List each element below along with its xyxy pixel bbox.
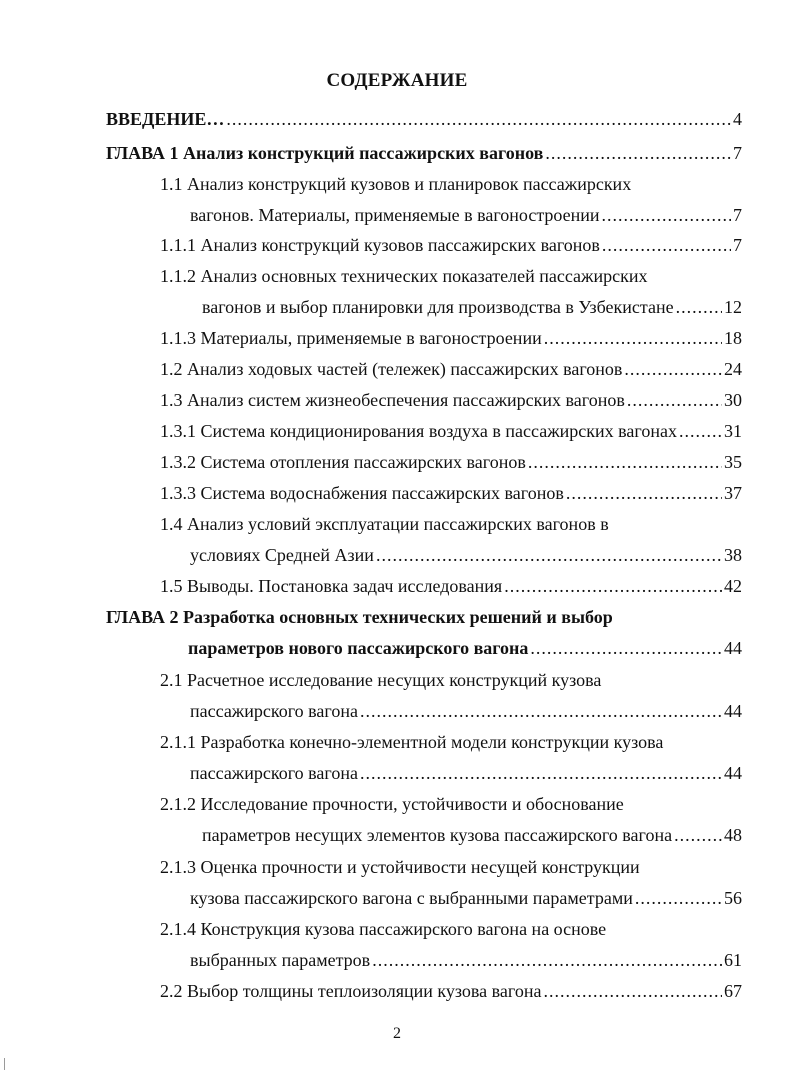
toc-page-number: 35	[724, 452, 742, 472]
toc-entry-text: параметров несущих элементов кузова пассажирского вагона	[202, 825, 673, 845]
toc-entry-2-1-3[interactable]	[190, 886, 742, 910]
toc-page-number: 24	[724, 359, 742, 379]
toc-page-number: 4	[733, 109, 742, 129]
toc-entry-1-2[interactable]	[160, 357, 742, 381]
toc-entry-1-3-3[interactable]	[160, 481, 742, 505]
toc-entry-text: 2.2 Выбор толщины теплоизоляции кузова вагона	[160, 981, 542, 1001]
toc-page-number: 31	[724, 421, 742, 441]
toc-entry-1-1[interactable]	[190, 203, 742, 227]
toc-entry-2-2[interactable]	[160, 979, 742, 1003]
toc-entry-2-1-1[interactable]	[190, 761, 742, 785]
dot-leader	[372, 948, 722, 972]
dot-leader	[543, 979, 722, 1003]
toc-entry-1-4-line1[interactable]: 1.4 Анализ условий эксплуатации пассажирских вагонов в	[160, 514, 609, 534]
dot-leader	[602, 233, 731, 257]
dot-leader	[504, 574, 722, 598]
toc-entry-text: 1.1.3 Материалы, применяемые в вагоностроении	[160, 328, 542, 348]
toc-entry-text: пассажирского вагона	[190, 763, 358, 783]
toc-entry-text: ВВЕДЕНИЕ…	[106, 109, 225, 129]
toc-page-number: 42	[724, 576, 742, 596]
toc-entry-text: пассажирского вагона	[190, 701, 358, 721]
dot-leader	[635, 886, 722, 910]
dot-leader	[376, 543, 722, 567]
toc-entry-text: вагонов. Материалы, применяемые в вагоностроении	[190, 205, 600, 225]
toc-entry-1-1-1[interactable]	[160, 233, 742, 257]
dot-leader	[528, 450, 722, 474]
toc-page-number: 38	[724, 545, 742, 565]
dot-leader	[602, 203, 731, 227]
toc-entry-1-1-2[interactable]	[202, 295, 742, 319]
toc-page-number: 44	[724, 701, 742, 721]
toc-entry-text: 1.3.2 Система отопления пассажирских вагонов	[160, 452, 526, 472]
toc-entry-text: 1.3 Анализ систем жизнеобеспечения пассажирских вагонов	[160, 390, 625, 410]
dot-leader	[679, 419, 722, 443]
toc-page-number: 56	[724, 888, 742, 908]
page-number: 2	[393, 1025, 401, 1042]
toc-entry-1-1-3[interactable]	[160, 326, 742, 350]
toc-page-number: 67	[724, 981, 742, 1001]
toc-entry-1-4[interactable]	[190, 543, 742, 567]
dot-leader	[360, 699, 722, 723]
scan-margin-mark	[4, 1058, 5, 1070]
toc-entry-text: 1.1.1 Анализ конструкций кузовов пассажирских вагонов	[160, 235, 600, 255]
toc-page-number: 18	[724, 328, 742, 348]
toc-entry-text: параметров нового пассажирского вагона	[188, 638, 529, 658]
toc-entry-introduction[interactable]	[106, 107, 742, 131]
toc-entry-2-1-2[interactable]	[202, 823, 742, 847]
toc-entry-text: 1.3.3 Система водоснабжения пассажирских вагонов	[160, 483, 564, 503]
toc-entry-1-3-2[interactable]	[160, 450, 742, 474]
toc-entry-text: ГЛАВА 1 Анализ конструкций пассажирских вагонов	[106, 143, 544, 163]
dot-leader	[544, 326, 722, 350]
toc-entry-text: кузова пассажирского вагона с выбранными параметрами	[190, 888, 633, 908]
toc-page-number: 12	[724, 297, 742, 317]
toc-page-number: 7	[733, 205, 742, 225]
toc-entry-1-1-2-line1[interactable]: 1.1.2 Анализ основных технических показателей пассажирских	[160, 266, 648, 286]
toc-entry-chapter-2-line1[interactable]: ГЛАВА 2 Разработка основных технических решений и выбор	[106, 607, 613, 627]
toc-page-number: 44	[724, 638, 742, 658]
toc-entry-2-1-1-line1[interactable]: 2.1.1 Разработка конечно-элементной модели конструкции кузова	[160, 732, 664, 752]
toc-entry-1-3-1[interactable]	[160, 419, 742, 443]
toc-entry-1-1-line1[interactable]: 1.1 Анализ конструкций кузовов и планировок пассажирских	[160, 174, 632, 194]
toc-page-number: 37	[724, 483, 742, 503]
toc-page-number: 7	[733, 235, 742, 255]
toc-entry-2-1-4[interactable]	[190, 948, 742, 972]
dot-leader	[545, 141, 731, 165]
toc-entry-1-5[interactable]	[160, 574, 742, 598]
dot-leader	[627, 388, 722, 412]
toc-entry-2-1-line1[interactable]: 2.1 Расчетное исследование несущих конструкций кузова	[160, 670, 602, 690]
toc-entry-2-1-2-line1[interactable]: 2.1.2 Исследование прочности, устойчивости и обоснование	[160, 794, 624, 814]
toc-entry-text: вагонов и выбор планировки для производства в Узбекистане	[202, 297, 674, 317]
dot-leader	[530, 636, 722, 660]
dot-leader	[226, 107, 731, 131]
toc-title: СОДЕРЖАНИЕ	[326, 70, 468, 91]
toc-entry-2-1-4-line1[interactable]: 2.1.4 Конструкция кузова пассажирского вагона на основе	[160, 919, 607, 939]
toc-page-number: 48	[724, 825, 742, 845]
toc-entry-2-1[interactable]	[190, 699, 742, 723]
toc-entry-text: 1.2 Анализ ходовых частей (тележек) пассажирских вагонов	[160, 359, 623, 379]
dot-leader	[676, 295, 722, 319]
dot-leader	[624, 357, 722, 381]
toc-entry-1-3[interactable]	[160, 388, 742, 412]
toc-entry-text: выбранных параметров	[190, 950, 371, 970]
toc-entry-text: 1.5 Выводы. Постановка задач исследования	[160, 576, 503, 596]
toc-page-number: 7	[733, 143, 742, 163]
toc-entry-2-1-3-line1[interactable]: 2.1.3 Оценка прочности и устойчивости несущей конструкции	[160, 857, 640, 877]
toc-page-number: 61	[724, 950, 742, 970]
toc-entry-chapter-1[interactable]	[106, 141, 742, 165]
dot-leader	[674, 823, 722, 847]
toc-entry-chapter-2[interactable]	[188, 636, 742, 660]
toc-page-number: 30	[724, 390, 742, 410]
dot-leader	[360, 761, 722, 785]
toc-page-number: 44	[724, 763, 742, 783]
toc-entry-text: 1.3.1 Система кондиционирования воздуха в пассажирских вагонах	[160, 421, 677, 441]
dot-leader	[566, 481, 722, 505]
toc-entry-text: условиях Средней Азии	[190, 545, 374, 565]
